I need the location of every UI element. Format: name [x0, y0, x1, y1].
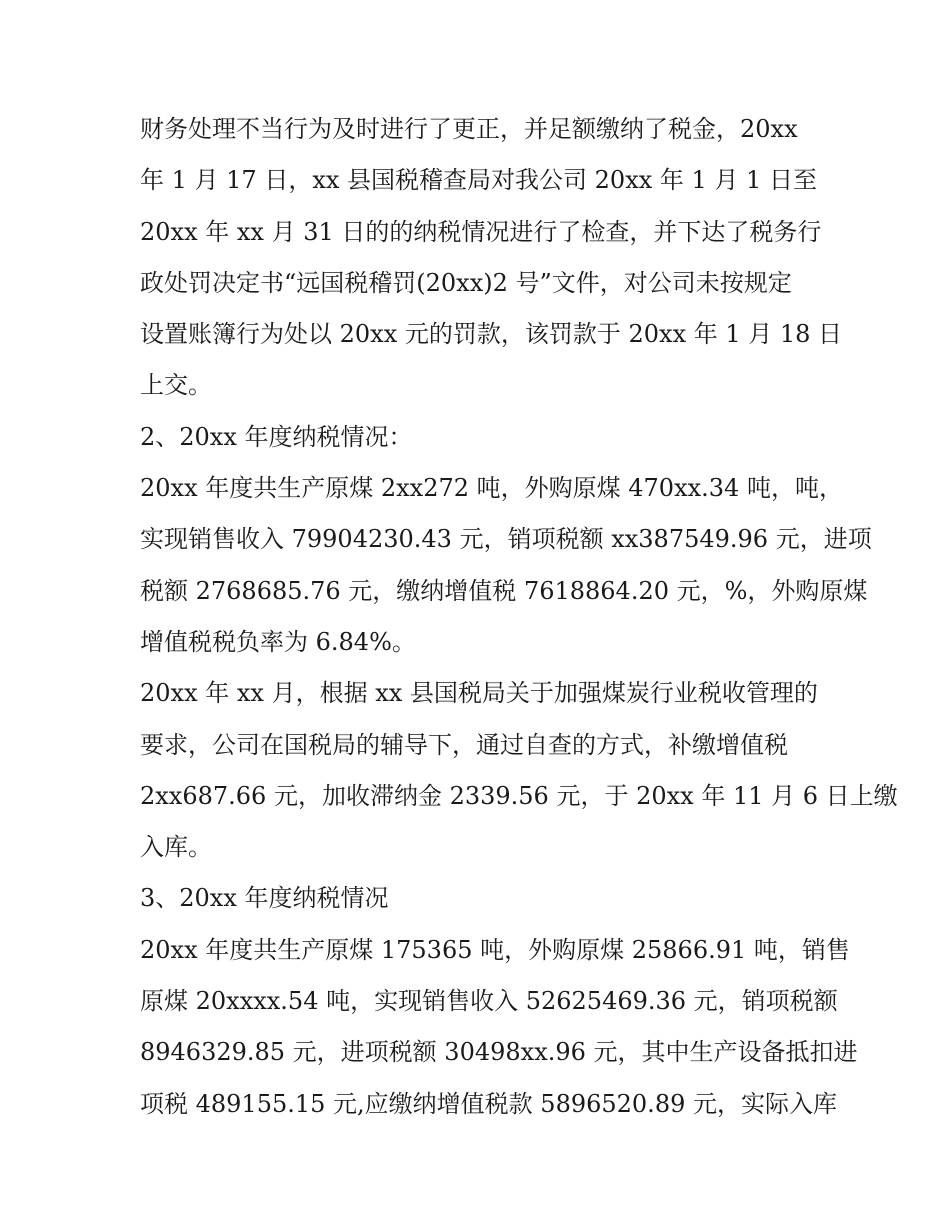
text-line: 8946329.85 元，进项税额 30498xx.96 元，其中生产设备抵扣进: [140, 1038, 858, 1067]
section-heading: 3、20xx 年度纳税情况: [140, 884, 389, 913]
text-line: 2xx687.66 元，加收滞纳金 2339.56 元，于 20xx 年 11 月 6 日上缴: [140, 781, 898, 810]
text-line: 要求，公司在国税局的辅导下，通过自查的方式，补缴增值税: [140, 730, 788, 759]
text-line: 年 1 月 17 日，xx 县国税稽查局对我公司 20xx 年 1 月 1 日至: [140, 166, 817, 195]
text-line: 入库。: [140, 833, 212, 862]
text-line: 实现销售收入 79904230.43 元，销项税额 xx387549.96 元，进项: [140, 525, 872, 554]
text-line: 财务处理不当行为及时进行了更正，并足额缴纳了税金，20xx: [140, 115, 798, 143]
text-line: 增值税税负率为 6.84%。: [140, 627, 416, 656]
text-line: 上交。: [140, 371, 212, 400]
text-line: 政处罚决定书“远国税稽罚(20xx)2 号”文件，对公司未按规定: [140, 268, 792, 297]
text-line: 项税 489155.15 元,应缴纳增值税款 5896520.89 元，实际入库: [140, 1089, 837, 1118]
text-line: 20xx 年度共生产原煤 2xx272 吨，外购原煤 470xx.34 吨，吨，: [140, 474, 843, 503]
document-body: [140, 104, 898, 1130]
text-line: 设置账簿行为处以 20xx 元的罚款，该罚款于 20xx 年 1 月 18 日: [140, 320, 843, 349]
section-heading: 2、20xx 年度纳税情况：: [140, 422, 413, 451]
text-line: 原煤 20xxxx.54 吨，实现销售收入 52625469.36 元，销项税额: [140, 987, 838, 1016]
text-line: 税额 2768685.76 元，缴纳增值税 7618864.20 元，%，外购原煤: [140, 576, 868, 605]
text-line: 20xx 年度共生产原煤 175365 吨，外购原煤 25866.91 吨，销售: [140, 935, 850, 964]
text-line: 20xx 年 xx 月，根据 xx 县国税局关于加强煤炭行业税收管理的: [140, 679, 818, 708]
text-line: 20xx 年 xx 月 31 日的的纳税情况进行了检查，并下达了税务行: [140, 217, 822, 246]
